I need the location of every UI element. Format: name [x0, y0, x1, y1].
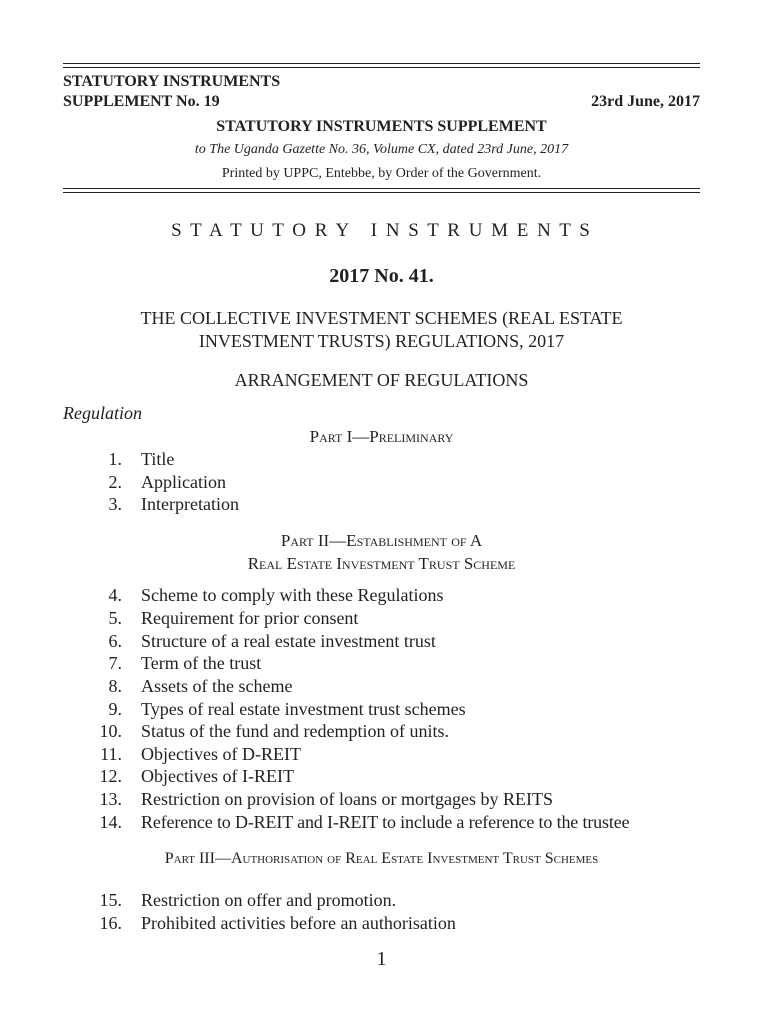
item-text: Structure of a real estate investment trust — [141, 631, 436, 651]
supplement-title: STATUTORY INSTRUMENTS SUPPLEMENT — [216, 118, 547, 135]
item-text: Objectives of I-REIT — [141, 766, 294, 786]
item-number: 5. — [108, 608, 122, 628]
item-number: 9. — [108, 699, 122, 719]
item-text: Assets of the scheme — [141, 676, 293, 696]
item-text: Types of real estate investment trust schemes — [141, 699, 466, 719]
part-heading: Part II—Establishment of A — [280, 531, 483, 550]
header-line1: STATUTORY INSTRUMENTS — [63, 73, 281, 90]
item-number: 12. — [99, 766, 122, 786]
item-text: Requirement for prior consent — [141, 608, 359, 628]
title-line1: THE COLLECTIVE INVESTMENT SCHEMES (REAL ESTATE — [140, 308, 623, 328]
item-text: Application — [141, 472, 226, 492]
instrument-number: 2017 No. 41. — [329, 265, 434, 287]
top-rule-1 — [63, 63, 700, 64]
item-number: 2. — [108, 472, 122, 492]
item-number: 8. — [108, 676, 122, 696]
page-number: 1 — [376, 948, 387, 970]
item-number: 16. — [99, 913, 122, 933]
item-text: Status of the fund and redemption of units. — [141, 721, 449, 741]
item-text: Interpretation — [141, 494, 239, 514]
item-text: Reference to D-REIT and I-REIT to include a reference to the trustee — [141, 812, 630, 832]
heading: S T A T U T O R Y I N S T R U M E N T S — [171, 220, 592, 241]
header-rule-2 — [63, 192, 700, 193]
printed-by: Printed by UPPC, Entebbe, by Order of the Government. — [221, 166, 542, 181]
item-number: 15. — [99, 890, 122, 910]
item-number: 11. — [100, 744, 122, 764]
part-heading: Part I—Preliminary — [309, 427, 454, 446]
regulation-label: Regulation — [63, 403, 142, 423]
item-number: 13. — [99, 789, 122, 809]
item-number: 3. — [108, 494, 122, 514]
item-text: Title — [141, 449, 175, 469]
item-number: 4. — [108, 585, 122, 605]
header-supplement-number: SUPPLEMENT No. 19 — [63, 93, 220, 110]
arrangement-heading: ARRANGEMENT OF REGULATIONS — [234, 370, 529, 390]
part-heading-continuation: Real Estate Investment Trust Scheme — [247, 554, 516, 573]
header-rule-1 — [63, 188, 700, 189]
header-date: 23rd June, 2017 — [591, 93, 700, 110]
item-text: Restriction on provision of loans or mortgages by REITS — [141, 789, 553, 809]
item-number: 10. — [99, 721, 122, 741]
item-text: Prohibited activities before an authorisation — [141, 913, 456, 933]
item-number: 1. — [108, 449, 122, 469]
part-heading: Part III—Authorisation of Real Estate Investment Trust Schemes — [164, 850, 599, 867]
item-text: Scheme to comply with these Regulations — [141, 585, 444, 605]
top-rule-2 — [63, 67, 700, 68]
gazette-line: to The Uganda Gazette No. 36, Volume CX, dated 23rd June, 2017 — [194, 142, 569, 157]
item-text: Term of the trust — [141, 653, 262, 673]
item-number: 14. — [99, 812, 122, 832]
item-number: 7. — [108, 653, 122, 673]
title-line2: INVESTMENT TRUSTS) REGULATIONS, 2017 — [198, 331, 565, 351]
item-text: Objectives of D-REIT — [141, 744, 301, 764]
item-text: Restriction on offer and promotion. — [141, 890, 397, 910]
item-number: 6. — [108, 631, 122, 651]
